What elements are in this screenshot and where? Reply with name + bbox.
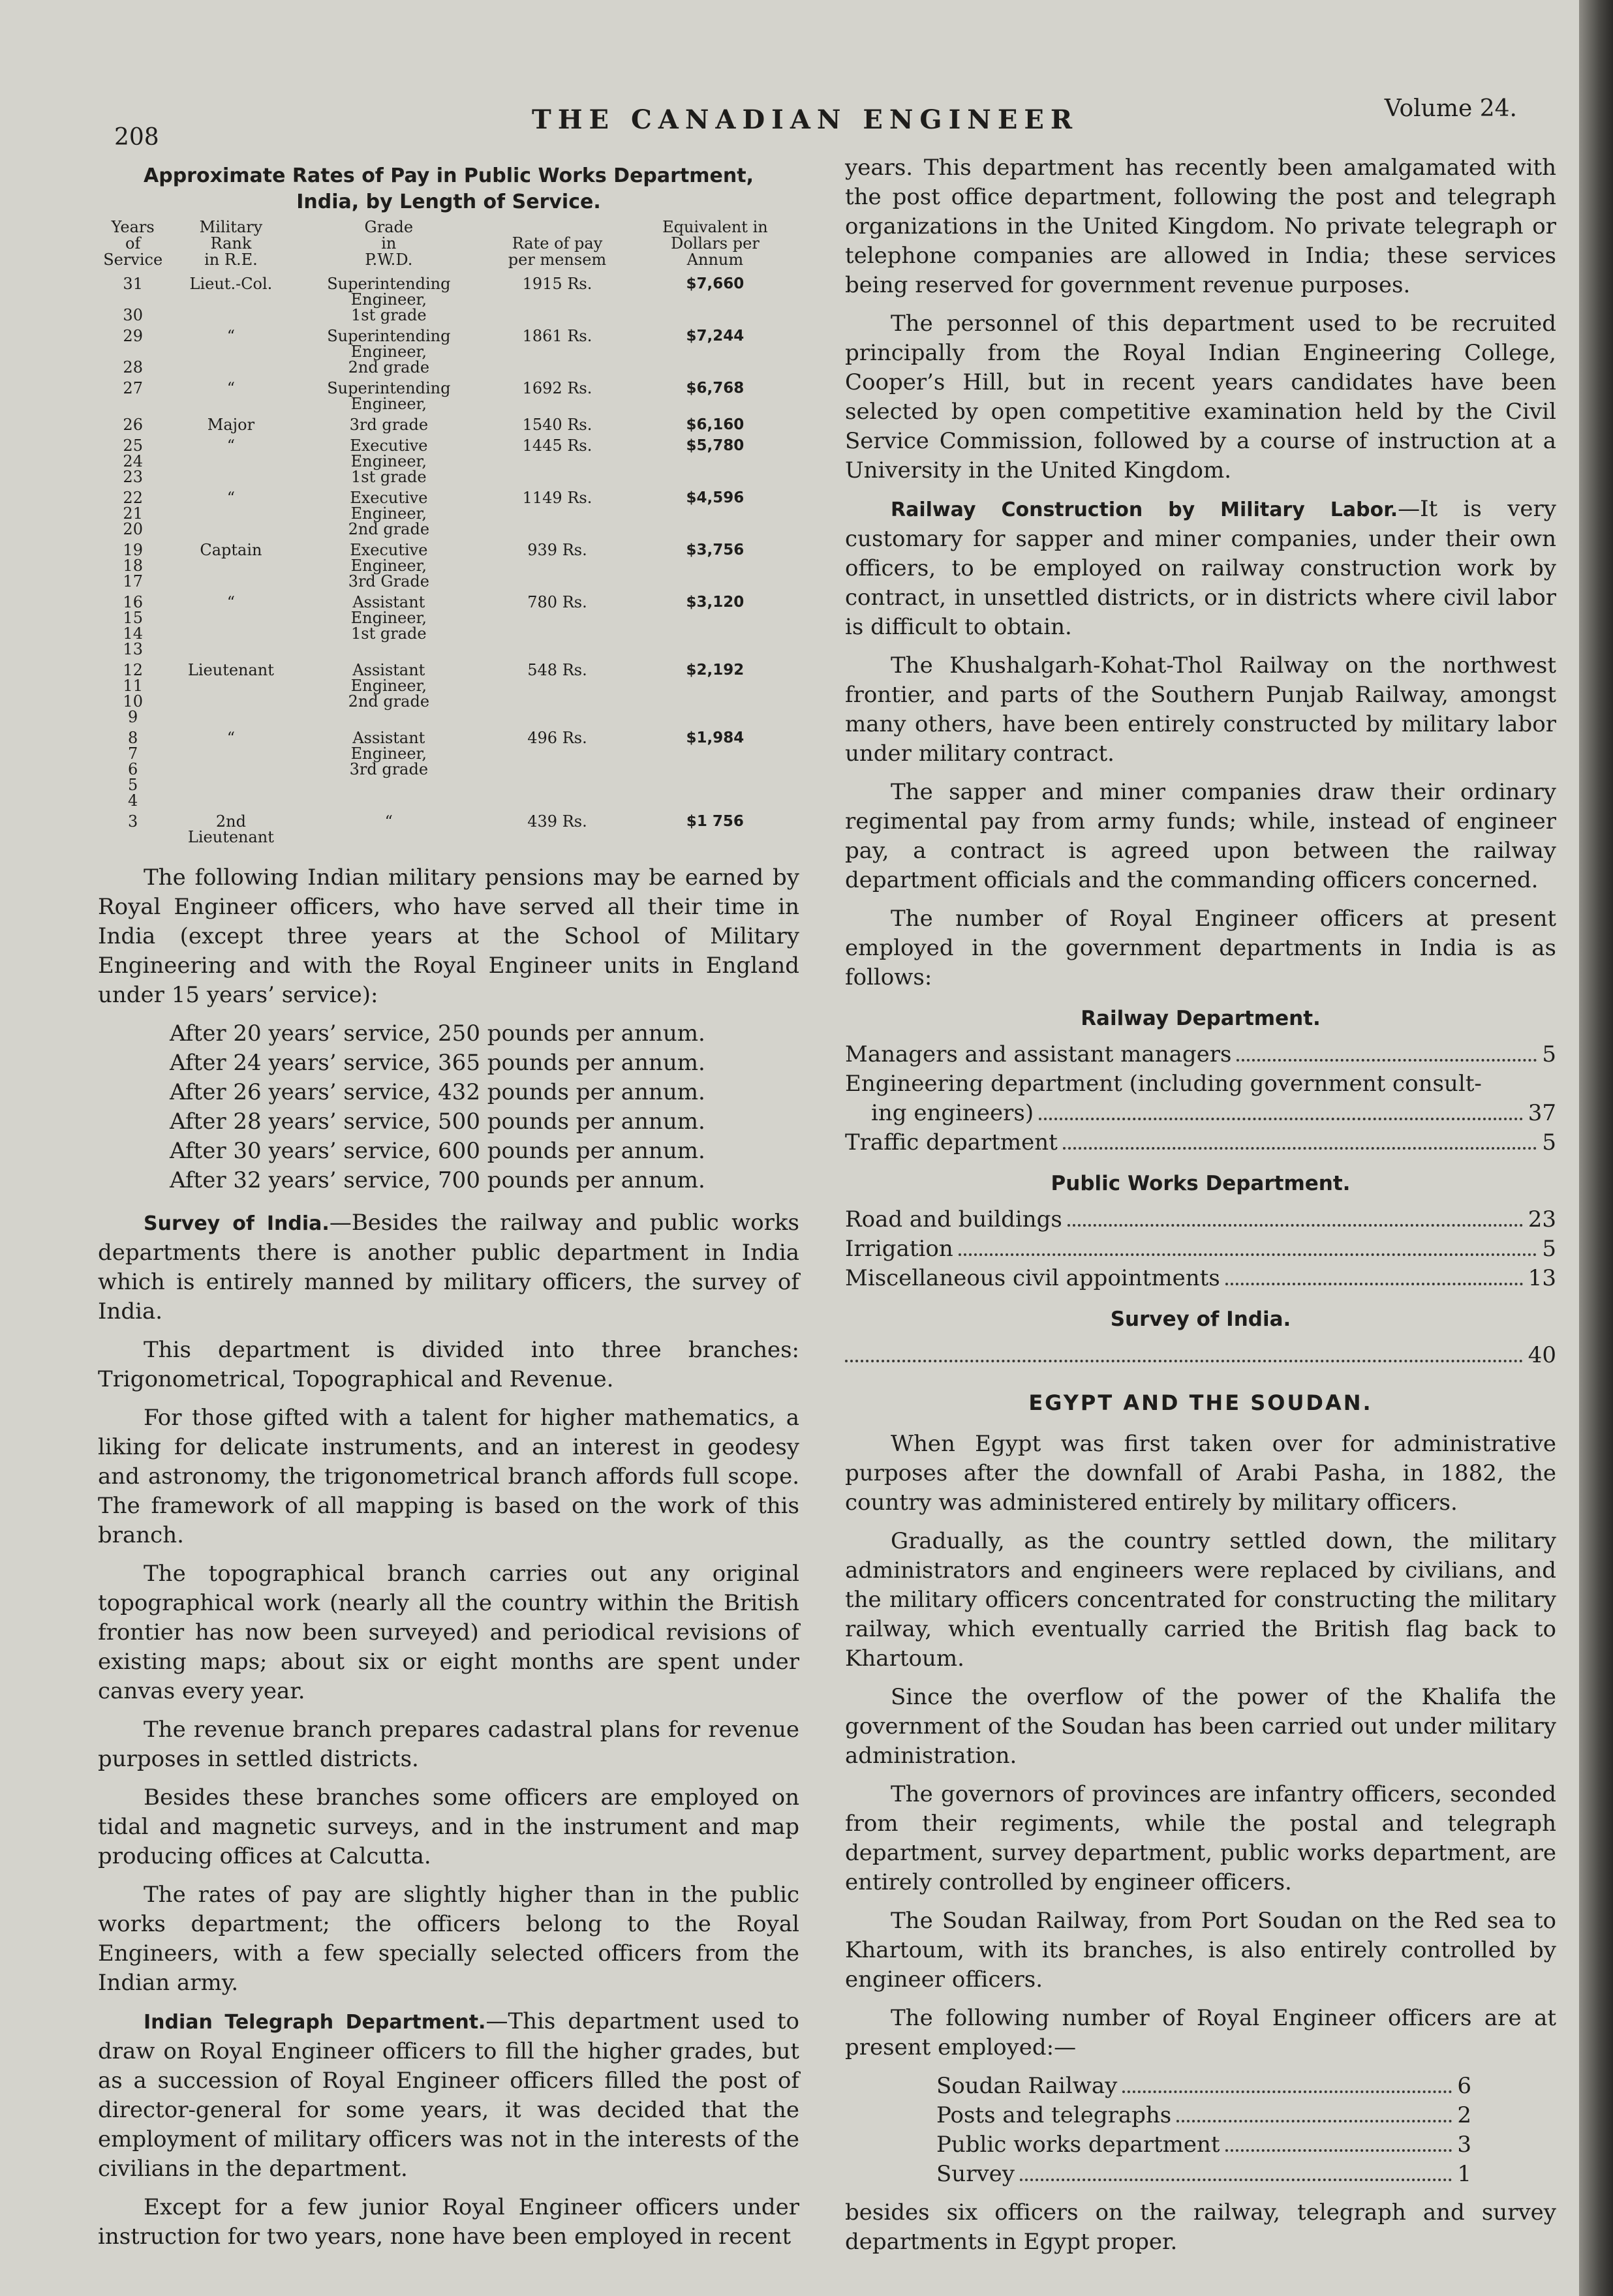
item-label: Engineering department (including government consult- [845, 1071, 1482, 1097]
divided-paragraph: This department is divided into three branches: Trigonometrical, Topographical and Revenue. [98, 1337, 799, 1392]
gifted-paragraph: For those gifted with a talent for higher mathematics, a liking for delicate instruments, and an interest in geodesy and astronomy, the trigonometrical branch affords full scope. The framework of all mapping is based on the work of this branch. [98, 1405, 799, 1548]
item-value: 3 [1457, 2132, 1471, 2158]
header-rank [168, 219, 294, 275]
pay-table-row [98, 327, 799, 379]
item-label: Survey [936, 2161, 1015, 2187]
header-equiv-1: Equivalent in [662, 218, 768, 236]
cell-rate: 1915 Rs. [522, 275, 592, 293]
cell-equiv: $5,780 [686, 437, 745, 454]
dot-leader [1176, 2120, 1452, 2122]
header-rate [484, 219, 631, 275]
cell-rank: “ [226, 489, 236, 507]
dot-leader [1068, 1224, 1523, 1227]
cell-years: 8 7 6 5 4 [128, 729, 138, 810]
cell-years: 12 11 10 9 [123, 661, 143, 726]
cell-grade: Superintending Engineer, 2nd grade [327, 327, 451, 376]
survey-india-row [845, 1341, 1556, 1370]
cell-rate: 1445 Rs. [522, 436, 592, 455]
cell-equiv: $7,660 [686, 275, 745, 292]
dot-list-item [845, 1040, 1556, 1069]
cell-years: 29 28 [123, 327, 143, 376]
dot-leader [1063, 1147, 1537, 1150]
item-label: Miscellaneous civil appointments [845, 1265, 1220, 1291]
header-equiv [631, 219, 799, 275]
cell-rate: 496 Rs. [527, 729, 587, 747]
cell-grade: “ [384, 812, 393, 831]
telegraph-heading: Indian Telegraph Department. [144, 2011, 486, 2034]
dot-leader [1237, 1059, 1537, 1062]
cell-grade: Executive Engineer, 1st grade [350, 436, 428, 486]
pay-table-title-line1: Approximate Rates of Pay in Public Works Department, [144, 164, 754, 187]
pension-item: After 24 years’ service, 365 pounds per annum. [170, 1050, 705, 1076]
soudan-railway-paragraph: The Soudan Railway, from Port Soudan on the Red sea to Khartoum, with its branches, is also entirely controlled by engineer officers. [845, 1908, 1556, 1993]
topographical-paragraph: The topographical branch carries out any original topographical work (nearly all the country within the British frontier has now been surveyed) and periodical revisions of existing maps; about six or eight months are spent under canvas every year. [98, 1561, 799, 1704]
item-label: Irrigation [845, 1236, 953, 1262]
item-value: 5 [1542, 1041, 1556, 1067]
cell-rank: Captain [200, 541, 262, 559]
cell-years: 22 21 20 [123, 489, 143, 538]
header-years-2: of [125, 234, 141, 253]
cell-rank: “ [226, 436, 236, 455]
railway-construction-paragraph [845, 495, 1556, 642]
cell-rank: “ [226, 379, 236, 397]
pay-table-row [98, 729, 799, 812]
header-rate-2: per mensem [508, 251, 607, 269]
item-label: Public works department [936, 2132, 1220, 2158]
cell-years: 25 24 23 [123, 436, 143, 486]
book-spine [1579, 0, 1613, 2296]
item-value: 1 [1457, 2161, 1471, 2187]
pay-table-header-row [98, 219, 799, 275]
gradually-paragraph: Gradually, as the country settled down, the military administrators and engineers were replaced by civilians, and the military officers concentrated for constructing the military railway, which eventually carried the British flag back to Khartoum. [845, 1528, 1556, 1672]
volume-label: Volume 24. [1384, 95, 1517, 122]
cell-equiv: $6,768 [686, 380, 745, 397]
item-label: Traffic department [845, 1129, 1058, 1156]
cell-grade: Assistant Engineer, 1st grade [350, 593, 427, 643]
following-paragraph: The following number of Royal Engineer officers are at present employed:— [845, 2005, 1556, 2060]
railway-construction-text: —It is very customary for sapper and miner companies, under their own officers, to be employed on railway construction work by contract, in unsettled districts, or in districts where civil labor is difficult to obtain. [845, 496, 1556, 640]
railway-dept-list [845, 1040, 1556, 1157]
dot-list-item [845, 1099, 1556, 1128]
item-value: 23 [1528, 1206, 1556, 1232]
telegraph-paragraph [98, 2007, 799, 2184]
pay-table-row [98, 661, 799, 729]
cell-rate: 439 Rs. [527, 812, 587, 831]
pension-list [170, 1019, 799, 1195]
dot-leader [959, 1253, 1537, 1256]
cell-grade: Assistant Engineer, 3rd grade [349, 729, 429, 778]
dot-leader [1122, 2090, 1452, 2093]
cell-rate: 1861 Rs. [522, 327, 592, 345]
journal-title: THE CANADIAN ENGINEER [532, 104, 1079, 135]
item-label: Soudan Railway [936, 2073, 1118, 2099]
years-paragraph: years. This department has recently been amalgamated with the post office department, following the post and telegraph organizations in the United Kingdom. No private telegraph or telephone companies are allowed in India; these services being reserved for government revenue purposes. [845, 155, 1556, 298]
pwd-heading: Public Works Department. [1051, 1172, 1351, 1195]
cell-rank: 2nd Lieutenant [187, 812, 274, 846]
cell-equiv: $3,120 [686, 594, 745, 611]
survey-india-heading: Survey of India. [1110, 1308, 1291, 1331]
besides-six-paragraph: besides six officers on the railway, telegraph and survey departments in Egypt proper. [845, 2199, 1556, 2255]
header-years [98, 219, 168, 275]
cell-equiv: $1,984 [686, 729, 745, 746]
khushalgarh-paragraph: The Khushalgarh-Kohat-Thol Railway on the northwest frontier, and parts of the Southern Punjab Railway, amongst many others, have been entirely constructed by military labor under military contract. [845, 652, 1556, 767]
item-label: Managers and assistant managers [845, 1041, 1232, 1067]
item-value: 6 [1457, 2073, 1471, 2099]
cell-years: 19 18 17 [123, 541, 143, 590]
header-equiv-3: Annum [686, 251, 744, 269]
except-paragraph: Except for a few junior Royal Engineer officers under instruction for two years, none have been employed in recent [98, 2194, 799, 2250]
header-grade-2: in [381, 234, 397, 253]
pension-item: After 20 years’ service, 250 pounds per annum. [170, 1020, 705, 1047]
cell-grade: Executive Engineer, 3rd Grade [348, 541, 429, 590]
cell-rate: 1149 Rs. [522, 489, 592, 507]
dot-leader [1039, 1118, 1523, 1120]
sapper-paragraph: The sapper and miner companies draw their ordinary regimental pay from army funds; while, instead of engineer pay, a contract is agreed upon between the railway department officials and the commanding officers concerned. [845, 779, 1556, 893]
header-grade-1: Grade [364, 218, 414, 236]
item-value: 13 [1528, 1265, 1556, 1291]
dot-leader [1225, 1283, 1523, 1285]
survey-india-value: 40 [1528, 1342, 1556, 1368]
cell-equiv: $3,756 [686, 542, 745, 559]
pay-table-row [98, 436, 799, 489]
dot-list-item [845, 1069, 1556, 1099]
cell-grade: Assistant Engineer, 2nd grade [348, 661, 430, 711]
pay-table-title [98, 163, 799, 215]
cell-grade: Executive Engineer, 2nd grade [348, 489, 430, 538]
item-value: 2 [1457, 2102, 1471, 2128]
cell-rank: “ [226, 729, 236, 747]
cell-rank: Major [207, 416, 255, 434]
rates-paragraph: The rates of pay are slightly higher than in the public works department; the officers belong to the Royal Engineers, with a few specially selected officers from the Indian army. [98, 1882, 799, 1996]
header-rank-1: Military [199, 218, 263, 236]
cell-equiv: $7,244 [686, 328, 745, 344]
cell-rate: 548 Rs. [527, 661, 587, 679]
cell-rate: 1540 Rs. [522, 416, 592, 434]
pay-table-row [98, 379, 799, 416]
dot-leader [1225, 2149, 1452, 2152]
personnel-paragraph: The personnel of this department used to be recruited principally from the Royal Indian Engineering College, Cooper’s Hill, but in recent years candidates have been selected by open competitive examination held by the Civil Service Commission, followed by a course of instruction at a University in the United Kingdom. [845, 311, 1556, 483]
item-label: Posts and telegraphs [936, 2102, 1172, 2128]
dot-list-item [936, 2130, 1471, 2160]
telegraph-text: —This department used to draw on Royal Engineer officers to fill the higher grades, but as a succession of Royal Engineer officers filled the post of director-general for some years, it was decided that the employment of military officers was not in the interests of the civilians in the department. [98, 2008, 799, 2182]
pay-table-row [98, 593, 799, 661]
pension-item: After 32 years’ service, 700 pounds per annum. [170, 1167, 705, 1193]
egypt-section-title: EGYPT AND THE SOUDAN. [1028, 1390, 1373, 1415]
dot-list-item [936, 2101, 1471, 2130]
cell-rank: Lieut.-Col. [189, 275, 273, 293]
pay-table-title-line2: India, by Length of Service. [296, 191, 601, 213]
right-column [845, 153, 1556, 2266]
cell-years: 27 [123, 379, 143, 397]
header-years-1: Years [111, 218, 155, 236]
survey-paragraph [98, 1208, 799, 1326]
pwd-list [845, 1205, 1556, 1293]
cell-rank: “ [226, 327, 236, 345]
header-grade [294, 219, 484, 275]
item-label: ing engineers) [871, 1100, 1034, 1126]
item-value: 37 [1528, 1100, 1556, 1126]
dot-leader [845, 1360, 1523, 1362]
besides-branches-paragraph: Besides these branches some officers are employed on tidal and magnetic surveys, and in the instrument and map producing offices at Calcutta. [98, 1784, 799, 1869]
header-rate-1: Rate of pay [512, 234, 603, 253]
cell-grade: Superintending Engineer, [327, 379, 451, 413]
pay-table-row [98, 275, 799, 327]
pay-table-row [98, 489, 799, 541]
survey-heading: Survey of India. [144, 1212, 330, 1235]
survey-text: —Besides the railway and public works departments there is another public department in India which is entirely manned by military officers, the survey of India. [98, 1210, 799, 1324]
pay-table-row [98, 416, 799, 436]
dot-list-item [936, 2072, 1471, 2101]
railway-dept-heading: Railway Department. [1081, 1007, 1321, 1030]
item-label: Road and buildings [845, 1206, 1062, 1232]
page-number: 208 [114, 124, 159, 151]
dot-list-item [845, 1128, 1556, 1157]
cell-equiv: $6,160 [686, 416, 745, 433]
pay-table-body [98, 275, 799, 849]
pension-item: After 30 years’ service, 600 pounds per annum. [170, 1138, 705, 1164]
cell-rate: 1692 Rs. [522, 379, 592, 397]
pension-item: After 28 years’ service, 500 pounds per annum. [170, 1109, 705, 1135]
cell-rate: 780 Rs. [527, 593, 587, 611]
cell-equiv: $2,192 [686, 662, 745, 679]
cell-rank: “ [226, 593, 236, 611]
cell-rank: Lieutenant [187, 661, 274, 679]
since-paragraph: Since the overflow of the power of the Khalifa the government of the Soudan has been carried out under military administration. [845, 1684, 1556, 1769]
item-value: 5 [1542, 1236, 1556, 1262]
pay-table-row [98, 541, 799, 593]
egypt-officers-list [936, 2072, 1471, 2189]
cell-equiv: $1 756 [686, 813, 744, 830]
cell-equiv: $4,596 [686, 489, 745, 506]
number-paragraph: The number of Royal Engineer officers at present employed in the government departments in India is as follows: [845, 906, 1556, 990]
header-rank-3: in R.E. [204, 251, 258, 269]
cell-years: 26 [123, 416, 143, 434]
pension-item: After 26 years’ service, 432 pounds per annum. [170, 1079, 705, 1105]
page-header [114, 91, 1517, 151]
header-grade-3: P.W.D. [365, 251, 413, 269]
pension-intro: The following Indian military pensions may be earned by Royal Engineer officers, who have served all their time in India (except three years at the School of Military Engineering and with the Royal Engineer units in England under 15 years’ service): [98, 865, 799, 1008]
item-value: 5 [1542, 1129, 1556, 1156]
dot-list-item [845, 1264, 1556, 1293]
header-rank-2: Rank [210, 234, 252, 253]
when-egypt-paragraph: When Egypt was first taken over for administrative purposes after the downfall of Arabi Pasha, in 1882, the country was administered entirely by military officers. [845, 1431, 1556, 1516]
cell-years: 3 [128, 812, 138, 831]
dot-leader [1020, 2179, 1452, 2181]
left-column [98, 163, 799, 2261]
header-years-3: Service [103, 251, 163, 269]
revenue-paragraph: The revenue branch prepares cadastral plans for revenue purposes in settled districts. [98, 1717, 799, 1772]
railway-construction-heading: Railway Construction by Military Labor. [891, 498, 1398, 521]
cell-rate: 939 Rs. [527, 541, 587, 559]
cell-years: 16 15 14 13 [123, 593, 143, 658]
pay-table-row [98, 812, 799, 849]
cell-grade: Superintending Engineer, 1st grade [327, 275, 451, 324]
dot-list-item [845, 1234, 1556, 1264]
header-equiv-2: Dollars per [670, 234, 760, 253]
pay-table [98, 219, 799, 849]
cell-years: 31 30 [123, 275, 143, 324]
governors-paragraph: The governors of provinces are infantry officers, seconded from their regiments, while the postal and telegraph department, survey department, public works department, are entirely controlled by engineer officers. [845, 1781, 1556, 1895]
dot-list-item [936, 2160, 1471, 2189]
dot-list-item [845, 1205, 1556, 1234]
cell-grade: 3rd grade [349, 416, 429, 434]
